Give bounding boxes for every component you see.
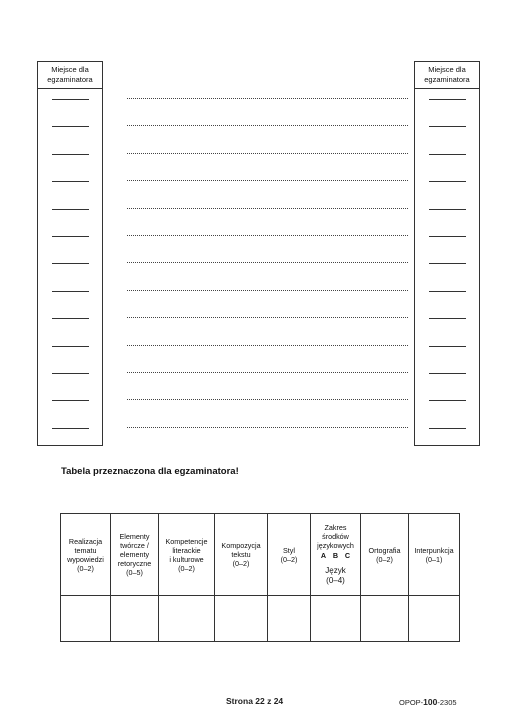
score-cell[interactable] <box>61 596 111 642</box>
score-cell[interactable] <box>159 596 215 642</box>
header-cell-kompozycja: Kompozycja tekstu (0–2) <box>215 514 268 596</box>
header-cell-kompetencje: Kompetencje literackie i kulturowe (0–2) <box>159 514 215 596</box>
examiner-score-blank[interactable] <box>429 263 466 264</box>
answer-line[interactable] <box>127 262 408 263</box>
examiner-score-blank[interactable] <box>52 263 89 264</box>
jezyk-label: Język <box>325 566 346 575</box>
examiner-score-blank[interactable] <box>429 318 466 319</box>
examiner-column-right <box>414 61 480 446</box>
answer-line[interactable] <box>127 153 408 154</box>
answer-line[interactable] <box>127 180 408 181</box>
header-cell-jezyk: Zakres środków językowych A B C Język (0–4) <box>311 514 361 596</box>
answer-line[interactable] <box>127 427 408 428</box>
examiner-score-blank[interactable] <box>429 181 466 182</box>
answer-line[interactable] <box>127 235 408 236</box>
score-row <box>61 596 460 642</box>
answer-line[interactable] <box>127 125 408 126</box>
examiner-column-header: Miejsce dla egzaminatora <box>38 62 102 89</box>
jezyk-range: (0–4) <box>326 576 345 585</box>
abc-marks: A B C <box>320 551 351 560</box>
examiner-score-blank[interactable] <box>52 373 89 374</box>
examiner-column-header: Miejsce dla egzaminatora <box>415 62 479 89</box>
examiner-score-blank[interactable] <box>429 209 466 210</box>
exam-code: OPOP-100-2305 <box>399 697 457 707</box>
examiner-score-blank[interactable] <box>52 400 89 401</box>
examiner-score-blank[interactable] <box>429 428 466 429</box>
header-cell-interpunkcja: Interpunkcja (0–1) <box>409 514 460 596</box>
examiner-score-blank[interactable] <box>429 346 466 347</box>
score-cell[interactable] <box>409 596 460 642</box>
examiner-score-blank[interactable] <box>429 236 466 237</box>
header-cell-realizacja: Realizacja tematu wypowiedzi (0–2) <box>61 514 111 596</box>
examiner-score-blank[interactable] <box>52 346 89 347</box>
header-cell-elementy: Elementy twórcze / elementy retoryczne (0–5) <box>111 514 159 596</box>
grading-table <box>60 513 460 642</box>
section-title: Tabela przeznaczona dla egzaminatora! <box>61 466 239 477</box>
page-number: Strona 22 z 24 <box>226 696 284 706</box>
examiner-score-blank[interactable] <box>52 154 89 155</box>
examiner-score-blank[interactable] <box>429 400 466 401</box>
examiner-score-blank[interactable] <box>52 181 89 182</box>
answer-line[interactable] <box>127 208 408 209</box>
examiner-score-blank[interactable] <box>429 291 466 292</box>
answer-line[interactable] <box>127 345 408 346</box>
answer-line[interactable] <box>127 98 408 99</box>
examiner-score-blank[interactable] <box>429 126 466 127</box>
examiner-score-blank[interactable] <box>52 209 89 210</box>
examiner-score-blank[interactable] <box>52 126 89 127</box>
examiner-score-blank[interactable] <box>429 99 466 100</box>
examiner-score-blank[interactable] <box>52 318 89 319</box>
answer-line[interactable] <box>127 372 408 373</box>
score-cell[interactable] <box>111 596 159 642</box>
header-cell-ortografia: Ortografia (0–2) <box>361 514 409 596</box>
score-cell[interactable] <box>311 596 361 642</box>
examiner-column-left <box>37 61 103 446</box>
score-cell[interactable] <box>268 596 311 642</box>
examiner-score-blank[interactable] <box>52 236 89 237</box>
examiner-score-blank[interactable] <box>429 154 466 155</box>
examiner-score-blank[interactable] <box>429 373 466 374</box>
examiner-score-blank[interactable] <box>52 428 89 429</box>
score-cell[interactable] <box>361 596 409 642</box>
score-cell[interactable] <box>215 596 268 642</box>
answer-line[interactable] <box>127 317 408 318</box>
grading-header-row <box>61 514 460 596</box>
answer-line[interactable] <box>127 399 408 400</box>
examiner-score-blank[interactable] <box>52 99 89 100</box>
header-cell-styl: Styl (0–2) <box>268 514 311 596</box>
examiner-score-blank[interactable] <box>52 291 89 292</box>
answer-line[interactable] <box>127 290 408 291</box>
